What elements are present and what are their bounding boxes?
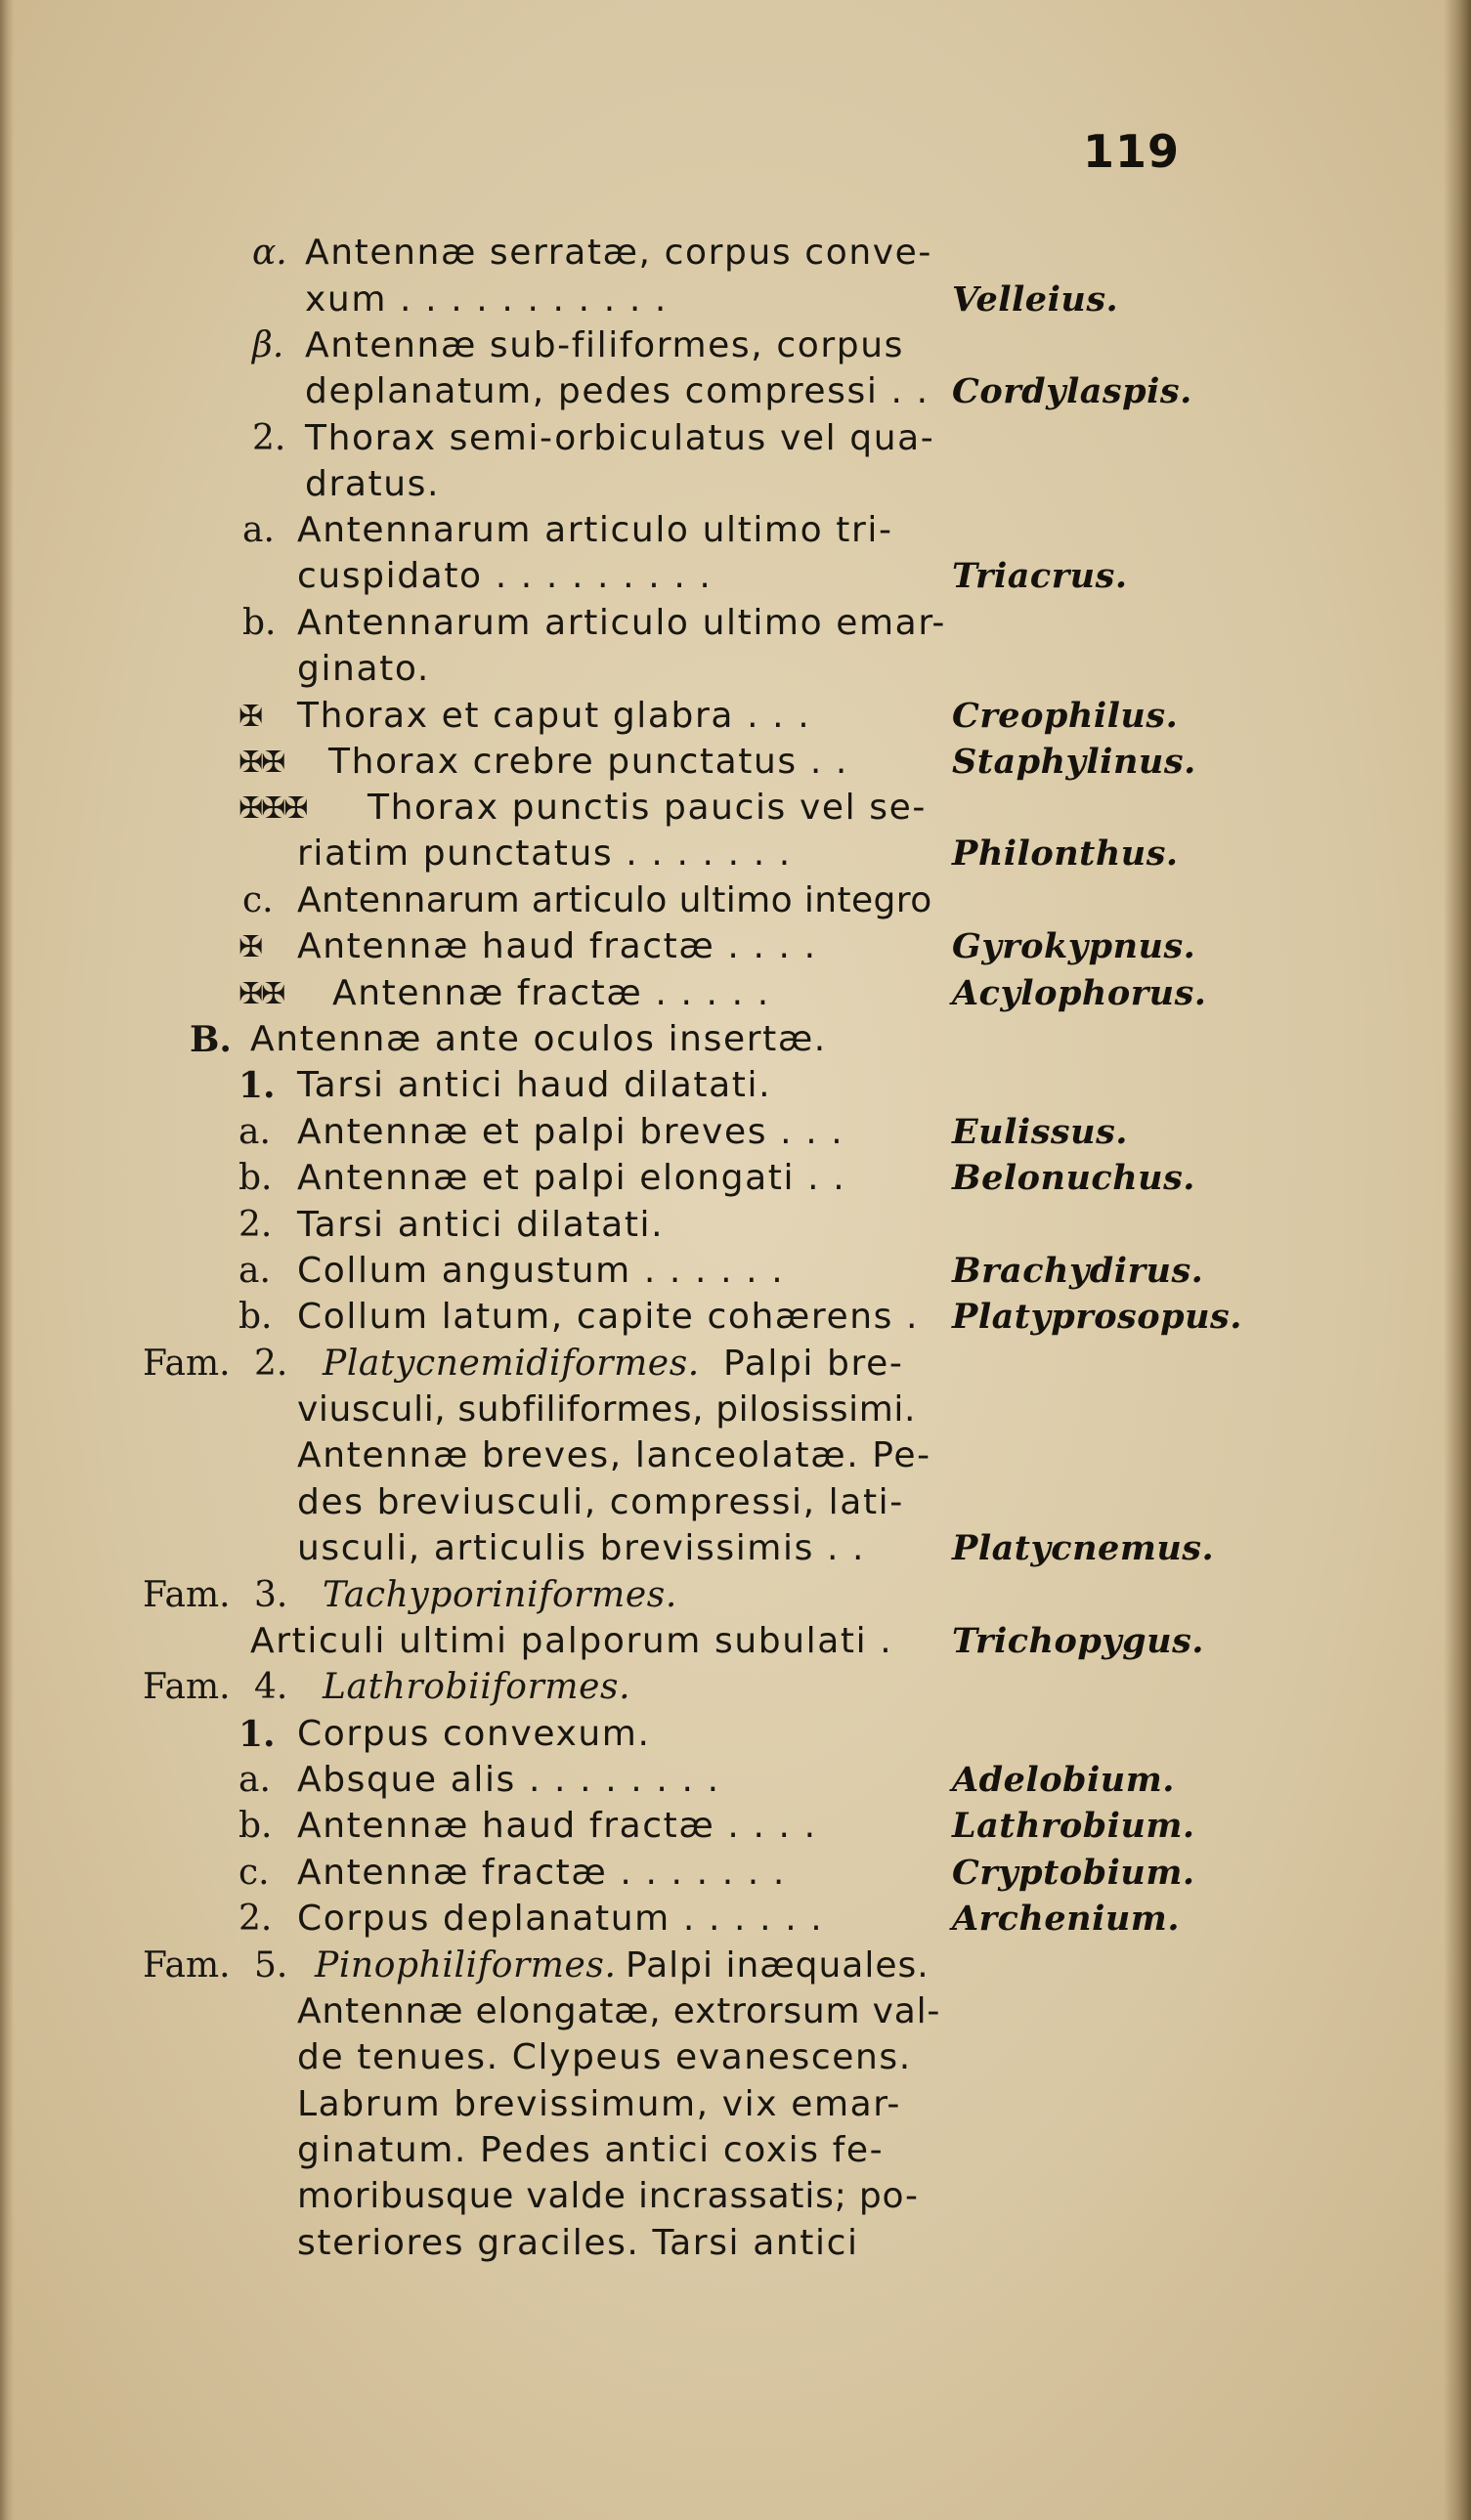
line-text: des breviusculi, compressi, lati- bbox=[297, 1482, 904, 1522]
line-label: α. bbox=[252, 233, 287, 273]
line-text: Absque alis . . . . . . . . bbox=[297, 1760, 720, 1800]
line-text: Antennæ ante oculos insertæ. bbox=[250, 1019, 827, 1059]
line-label: 1. bbox=[238, 1065, 276, 1106]
fam-number: 4. bbox=[254, 1667, 288, 1707]
cross-mark-icon: ✠ bbox=[238, 700, 262, 734]
genus-name: Staphylinus. bbox=[952, 742, 1196, 782]
page-edge-shadow-right bbox=[1444, 0, 1471, 2520]
line-text: Collum angustum . . . . . . bbox=[297, 1251, 785, 1291]
genus-name: Belonuchus. bbox=[952, 1158, 1195, 1198]
line-text: Antennarum articulo ultimo integro bbox=[297, 880, 932, 920]
line-label: b. bbox=[238, 1297, 273, 1337]
genus-name: Adelobium. bbox=[952, 1760, 1175, 1800]
line-label: 2. bbox=[238, 1205, 273, 1245]
fam-label: Fam. bbox=[143, 1945, 231, 1986]
line-text: Thorax semi-orbiculatus vel qua- bbox=[305, 418, 935, 458]
line-label: b. bbox=[242, 603, 277, 643]
fam-label: Fam. bbox=[143, 1575, 231, 1615]
line-label: c. bbox=[238, 1853, 270, 1893]
line-text: deplanatum, pedes compressi . . bbox=[305, 371, 930, 411]
genus-name: Archenium. bbox=[952, 1899, 1181, 1939]
genus-name: Brachydirus. bbox=[952, 1251, 1204, 1291]
line-text: Collum latum, capite cohærens . bbox=[297, 1297, 920, 1337]
line-text: Articuli ultimi palporum subulati . bbox=[250, 1621, 893, 1661]
genus-name: Triacrus. bbox=[952, 556, 1128, 596]
line-text: cuspidato . . . . . . . . . bbox=[297, 556, 713, 596]
line-text: Antennæ fractæ . . . . . bbox=[332, 973, 770, 1013]
line-label: a. bbox=[238, 1760, 271, 1800]
line-text: ginatum. Pedes antici coxis fe- bbox=[297, 2130, 885, 2170]
line-label: 2. bbox=[252, 418, 286, 458]
line-label: 1. bbox=[238, 1714, 276, 1755]
cross-mark-icon: ✠✠✠ bbox=[238, 791, 307, 826]
genus-name: Velleius. bbox=[952, 279, 1119, 320]
line-text: Tarsi antici haud dilatati. bbox=[297, 1065, 772, 1105]
line-text: steriores graciles. Tarsi antici bbox=[297, 2223, 859, 2263]
line-text: Corpus convexum. bbox=[297, 1714, 651, 1754]
line-text: Antennæ haud fractæ . . . . bbox=[297, 926, 817, 966]
cross-mark-icon: ✠✠ bbox=[238, 746, 284, 780]
fam-label: Fam. bbox=[143, 1344, 231, 1384]
genus-name: Philonthus. bbox=[952, 833, 1179, 874]
fam-number: 2. bbox=[254, 1344, 288, 1384]
line-text: Corpus deplanatum . . . . . . bbox=[297, 1899, 824, 1939]
line-label: b. bbox=[238, 1158, 273, 1198]
line-text: moribusque valde incrassatis; po- bbox=[297, 2176, 919, 2216]
page-number: 119 bbox=[1083, 125, 1181, 178]
line-label: B. bbox=[190, 1019, 232, 1060]
line-text: Antennæ breves, lanceolatæ. Pe- bbox=[297, 1435, 931, 1475]
family-title: Tachyporiniformes. bbox=[323, 1575, 677, 1615]
genus-name: Cryptobium. bbox=[952, 1853, 1195, 1893]
family-title: Pinophiliformes. bbox=[315, 1945, 617, 1986]
line-text: Antennæ et palpi breves . . . bbox=[297, 1112, 844, 1152]
genus-name: Cordylaspis. bbox=[952, 371, 1192, 411]
line-text: Tarsi antici dilatati. bbox=[297, 1205, 665, 1245]
line-text: Antennæ et palpi elongati . . bbox=[297, 1158, 846, 1198]
line-text: Antennæ haud fractæ . . . . bbox=[297, 1806, 817, 1846]
genus-name: Creophilus. bbox=[952, 696, 1179, 736]
line-text: Thorax punctis paucis vel se- bbox=[368, 788, 927, 828]
line-text: Thorax et caput glabra . . . bbox=[297, 696, 811, 736]
page-edge-shadow-left bbox=[0, 0, 14, 2520]
family-title: Platycnemidiformes. bbox=[323, 1344, 700, 1384]
line-text: Palpi bre- bbox=[723, 1344, 904, 1384]
line-text: Antennæ elongatæ, extrorsum val- bbox=[297, 1991, 941, 2031]
family-title: Lathrobiiformes. bbox=[323, 1667, 631, 1707]
genus-name: Gyrokypnus. bbox=[952, 926, 1196, 966]
fam-label: Fam. bbox=[143, 1667, 231, 1707]
genus-name: Acylophorus. bbox=[952, 973, 1207, 1013]
line-text: viusculi, subfiliformes, pilosissimi. bbox=[297, 1389, 917, 1430]
line-text: dratus. bbox=[305, 464, 441, 504]
line-label: a. bbox=[238, 1251, 271, 1291]
line-text: riatim punctatus . . . . . . . bbox=[297, 833, 792, 874]
genus-name: Platyprosopus. bbox=[952, 1297, 1242, 1337]
line-text: Antennæ sub-filiformes, corpus bbox=[305, 325, 904, 365]
line-label: c. bbox=[242, 880, 274, 920]
genus-name: Platycnemus. bbox=[952, 1528, 1215, 1568]
fam-number: 3. bbox=[254, 1575, 288, 1615]
cross-mark-icon: ✠✠ bbox=[238, 977, 284, 1011]
line-text: Palpi inæquales. bbox=[626, 1945, 930, 1986]
line-label: a. bbox=[238, 1112, 271, 1152]
line-text: Antennæ fractæ . . . . . . . bbox=[297, 1853, 786, 1893]
line-text: de tenues. Clypeus evanescens. bbox=[297, 2037, 912, 2077]
genus-name: Eulissus. bbox=[952, 1112, 1128, 1152]
line-text: Thorax crebre punctatus . . bbox=[328, 742, 848, 782]
line-label: 2. bbox=[238, 1899, 273, 1939]
line-text: Antennarum articulo ultimo tri- bbox=[297, 510, 893, 550]
fam-number: 5. bbox=[254, 1945, 288, 1986]
line-label: b. bbox=[238, 1806, 273, 1846]
line-label: a. bbox=[242, 510, 275, 550]
line-label: β. bbox=[252, 325, 284, 365]
genus-name: Trichopygus. bbox=[952, 1621, 1204, 1661]
line-text: Labrum brevissimum, vix emar- bbox=[297, 2084, 901, 2124]
line-text: Antennarum articulo ultimo emar- bbox=[297, 603, 947, 643]
cross-mark-icon: ✠ bbox=[238, 930, 262, 964]
line-text: usculi, articulis brevissimis . . bbox=[297, 1528, 866, 1568]
line-text: xum . . . . . . . . . . . bbox=[305, 279, 668, 320]
genus-name: Lathrobium. bbox=[952, 1806, 1195, 1846]
line-text: ginato. bbox=[297, 649, 430, 689]
line-text: Antennæ serratæ, corpus conve- bbox=[305, 233, 932, 273]
